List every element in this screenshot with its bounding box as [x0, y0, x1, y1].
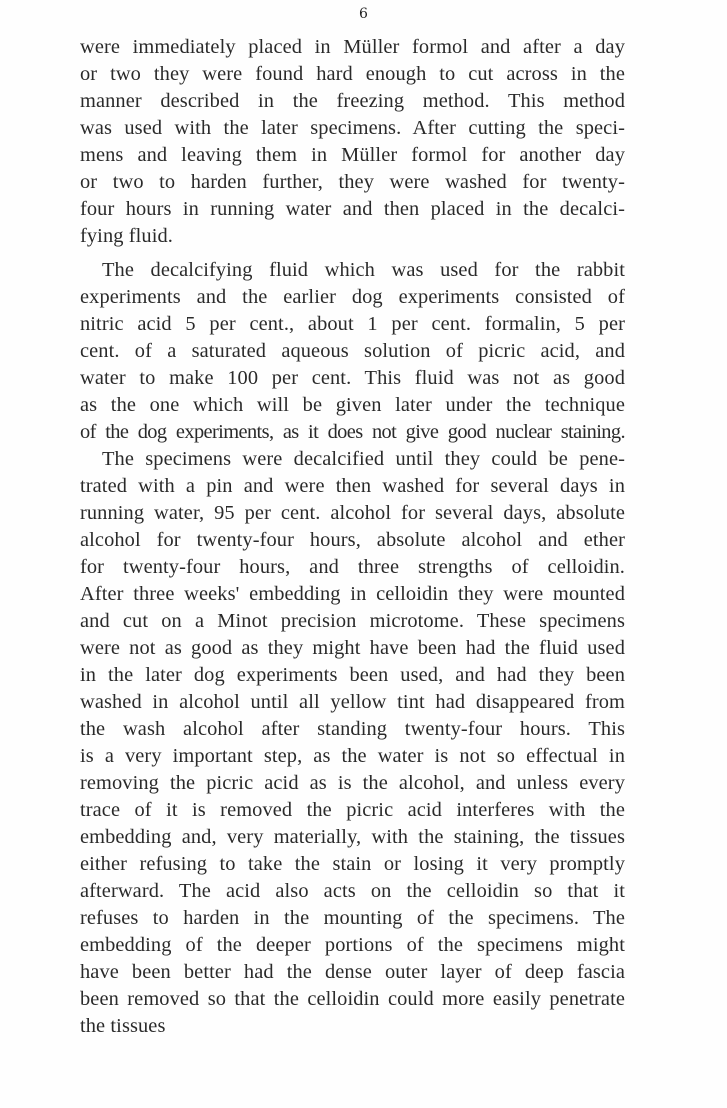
text-line: cent. of a saturated aqueous solution of picric acid, and [80, 340, 625, 362]
text-line: of the dog experiments, as it does not give good nuclear staining. [80, 421, 625, 443]
text-line: or two to harden further, they were washed for twenty- [80, 171, 625, 193]
text-line: was used with the later specimens. After cutting the speci- [80, 117, 625, 139]
text-line: fying fluid. [80, 225, 173, 247]
text-line: were not as good as they might have been had the fluid used [80, 637, 625, 659]
text-line: nitric acid 5 per cent., about 1 per cent. formalin, 5 per [80, 313, 625, 335]
text-line: washed in alcohol until all yellow tint had disappeared from [80, 691, 625, 713]
text-line: running water, 95 per cent. alcohol for several days, absolute [80, 502, 625, 524]
paragraph-first-line: The decalcifying fluid which was used for the rabbit [102, 259, 625, 281]
text-line: alcohol for twenty-four hours, absolute alcohol and ether [80, 529, 625, 551]
text-line: either refusing to take the stain or losing it very promptly [80, 853, 625, 875]
text-line: After three weeks' embedding in celloidin they were mounted [80, 583, 625, 605]
text-line: four hours in running water and then placed in the decalci- [80, 198, 625, 220]
text-line: for twenty-four hours, and three strengths of celloidin. [80, 556, 625, 578]
text-line: were immediately placed in Müller formol and after a day [80, 36, 625, 58]
text-line: and cut on a Minot precision microtome. These specimens [80, 610, 625, 632]
text-line: trated with a pin and were then washed for several days in [80, 475, 625, 497]
text-line: as the one which will be given later under the technique [80, 394, 625, 416]
text-line: embedding and, very materially, with the staining, the tissues [80, 826, 625, 848]
text-line: removing the picric acid as is the alcohol, and unless every [80, 772, 625, 794]
page-number: 6 [359, 6, 368, 22]
text-line: experiments and the earlier dog experiments consisted of [80, 286, 625, 308]
text-line: embedding of the deeper portions of the specimens might [80, 934, 625, 956]
text-line: is a very important step, as the water is not so effectual in [80, 745, 625, 767]
text-line: mens and leaving them in Müller formol for another day [80, 144, 625, 166]
text-line: or two they were found hard enough to cut across in the [80, 63, 625, 85]
text-line: afterward. The acid also acts on the celloidin so that it [80, 880, 625, 902]
text-line: the wash alcohol after standing twenty-four hours. This [80, 718, 625, 740]
text-line: manner described in the freezing method. This method [80, 90, 625, 112]
text-line: refuses to harden in the mounting of the specimens. The [80, 907, 625, 929]
text-line: been removed so that the celloidin could more easily penetrate [80, 988, 625, 1010]
text-line: the tissues [80, 1015, 166, 1037]
paragraph-first-line: The specimens were decalcified until they could be pene- [102, 448, 625, 470]
text-line: have been better had the dense outer layer of deep fascia [80, 961, 625, 983]
text-line: water to make 100 per cent. This fluid was not as good [80, 367, 625, 389]
text-line: in the later dog experiments been used, and had they been [80, 664, 625, 686]
text-line: trace of it is removed the picric acid interferes with the [80, 799, 625, 821]
